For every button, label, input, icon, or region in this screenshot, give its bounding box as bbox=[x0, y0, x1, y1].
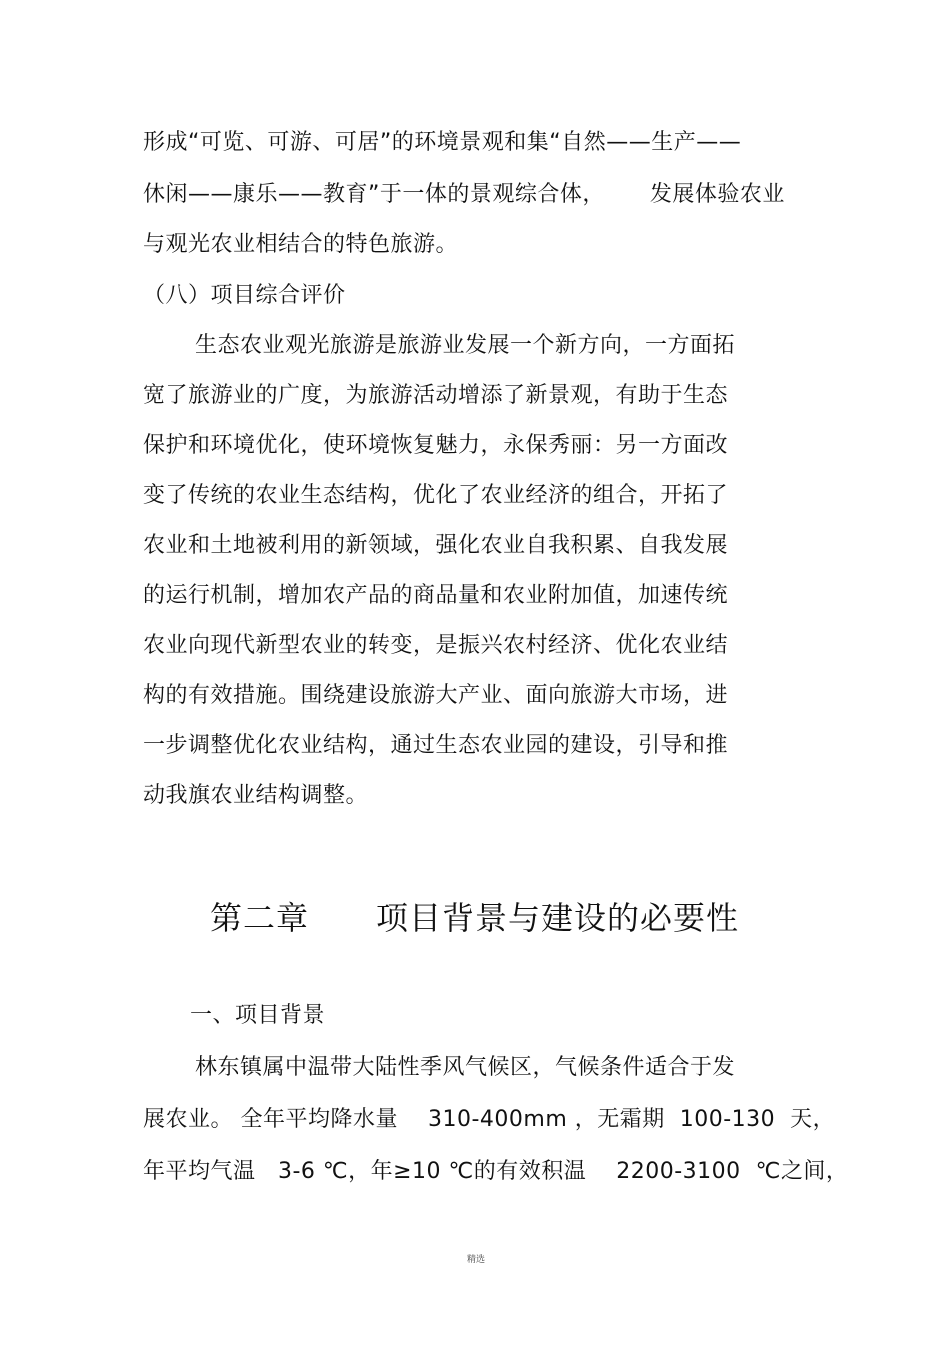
paragraph-line: 农业向现代新型农业的转变，是振兴农村经济、优化农业结 bbox=[143, 633, 729, 658]
paragraph-line: 构的有效措施。围绕建设旅游大产业、面向旅游大市场，进 bbox=[143, 683, 729, 708]
paragraph-line: 展农业。 全年平均降水量 310-400mm ，无霜期 100-130 天， bbox=[143, 1107, 836, 1132]
paragraph-line: 一步调整优化农业结构，通过生态农业园的建设，引导和推 bbox=[143, 733, 729, 758]
page-footer: 精选 bbox=[467, 1255, 486, 1265]
paragraph-line: 动我旗农业结构调整。 bbox=[143, 783, 369, 808]
paragraph-line: 年平均气温 3-6 ℃，年≥10 ℃的有效积温 2200-3100 ℃之间， bbox=[143, 1159, 849, 1184]
paragraph-line: 生态农业观光旅游是旅游业发展一个新方向，一方面拓 bbox=[195, 333, 736, 358]
paragraph-line: 农业和土地被利用的新领域，强化农业自我积累、自我发展 bbox=[143, 533, 729, 558]
paragraph-line: 与观光农业相结合的特色旅游。 bbox=[143, 232, 459, 257]
paragraph-line: 的运行机制，增加农产品的商品量和农业附加值，加速传统 bbox=[143, 583, 729, 608]
paragraph-line: 林东镇属中温带大陆性季风气候区，气候条件适合于发 bbox=[195, 1055, 736, 1080]
paragraph-line: 宽了旅游业的广度，为旅游活动增添了新景观，有助于生态 bbox=[143, 383, 729, 408]
section-heading: （八）项目综合评价 bbox=[143, 283, 346, 308]
paragraph-line: 形成“可览、可游、可居”的环境景观和集“自然——生产—— bbox=[143, 130, 742, 155]
paragraph-line: 休闲——康乐——教育”于一体的景观综合体， 发展体验农业 bbox=[143, 182, 785, 207]
section-heading: 一、项目背景 bbox=[190, 1003, 326, 1028]
chapter-title: 第二章 项目背景与建设的必要性 bbox=[210, 899, 740, 937]
paragraph-line: 保护和环境优化，使环境恢复魅力，永保秀丽：另一方面改 bbox=[143, 433, 729, 458]
paragraph-line: 变了传统的农业生态结构，优化了农业经济的组合，开拓了 bbox=[143, 483, 729, 508]
